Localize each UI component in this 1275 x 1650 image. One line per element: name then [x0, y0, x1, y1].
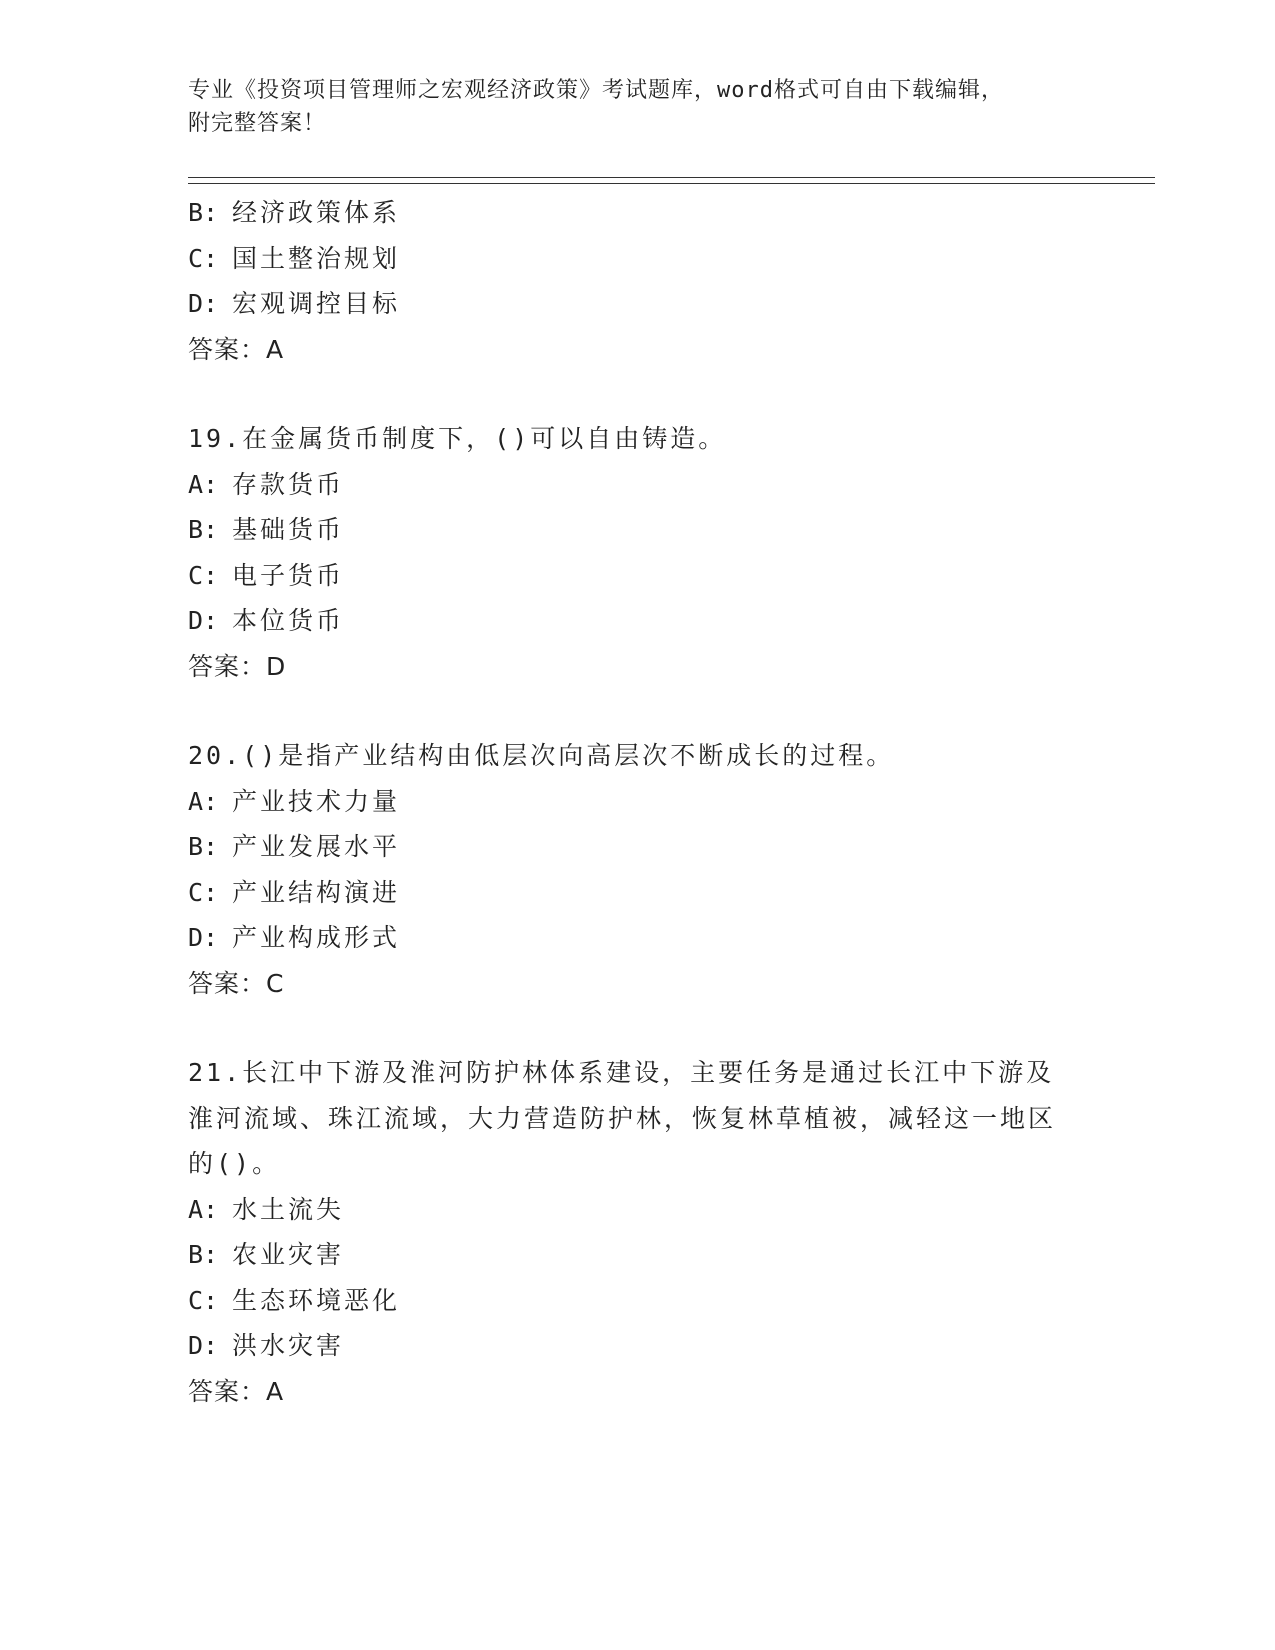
option-d [188, 598, 1088, 644]
option-b [188, 190, 1088, 236]
question-spacer [188, 1006, 1088, 1050]
option-letter: B: [188, 1240, 219, 1269]
question-spacer [188, 372, 1088, 416]
option-text: 产业发展水平 [232, 832, 401, 861]
option-letter: A: [188, 469, 219, 499]
question-spacer [188, 689, 1088, 733]
option-text: 基础货币 [232, 515, 345, 544]
option-text: 生态环境恶化 [232, 1285, 401, 1315]
option-c [188, 553, 1088, 599]
option-b [188, 824, 1088, 870]
option-text: 洪水灾害 [232, 1331, 345, 1360]
option-letter: B: [188, 515, 219, 544]
header-intro-line-1: 专业《投资项目管理师之宏观经济政策》考试题库，word格式可自由下载编辑， [188, 78, 1004, 103]
option-letter: A: [188, 786, 219, 816]
option-d [188, 915, 1088, 961]
option-text: 产业技术力量 [232, 786, 401, 816]
option-letter: D: [188, 289, 219, 318]
option-letter: D: [188, 1331, 219, 1360]
question-19 [188, 416, 1088, 689]
option-letter: C: [188, 243, 219, 273]
option-text: 存款货币 [232, 469, 345, 499]
option-letter: D: [188, 923, 219, 952]
option-d [188, 1323, 1088, 1369]
header-double-rule [188, 177, 1155, 184]
option-text: 本位货币 [232, 606, 345, 635]
answer-line: 答案：A [188, 1376, 285, 1406]
option-text: 产业构成形式 [232, 923, 401, 952]
answer-line: 答案：A [188, 334, 285, 364]
option-text: 电子货币 [232, 560, 345, 590]
option-d [188, 281, 1088, 327]
option-text: 产业结构演进 [232, 877, 401, 907]
question-stem: 20.()是指产业结构由低层次向高层次不断成长的过程。 [188, 741, 895, 770]
question-stem: 21.长江中下游及淮河防护林体系建设，主要任务是通过长江中下游及淮河流域、珠江流域，大力营造防护林，恢复林草植被，减轻这一地区的()。 [188, 1058, 1057, 1178]
option-letter: C: [188, 560, 219, 590]
option-letter: C: [188, 1285, 219, 1315]
option-letter: A: [188, 1194, 219, 1224]
option-b [188, 1232, 1088, 1278]
option-c [188, 870, 1088, 916]
answer-line: 答案：D [188, 651, 287, 681]
header-intro-line-2: 附完整答案！ [188, 111, 327, 136]
option-text: 农业灾害 [232, 1240, 345, 1269]
option-text: 宏观调控目标 [232, 289, 401, 318]
question-list [188, 190, 1088, 1414]
option-a [188, 462, 1088, 508]
option-text: 国土整治规划 [232, 243, 401, 273]
option-a [188, 1187, 1088, 1233]
option-c [188, 236, 1088, 282]
option-text: 经济政策体系 [232, 198, 401, 227]
option-a [188, 779, 1088, 825]
option-letter: B: [188, 832, 219, 861]
option-letter: B: [188, 198, 219, 227]
question-continued [188, 190, 1088, 372]
option-c [188, 1278, 1088, 1324]
question-20 [188, 733, 1088, 1006]
document-header [188, 74, 1088, 140]
option-letter: D: [188, 606, 219, 635]
option-text: 水土流失 [232, 1194, 345, 1224]
answer-line: 答案：C [188, 968, 285, 998]
question-stem: 19.在金属货币制度下，()可以自由铸造。 [188, 424, 727, 453]
option-b [188, 507, 1088, 553]
option-letter: C: [188, 877, 219, 907]
question-21 [188, 1050, 1088, 1414]
